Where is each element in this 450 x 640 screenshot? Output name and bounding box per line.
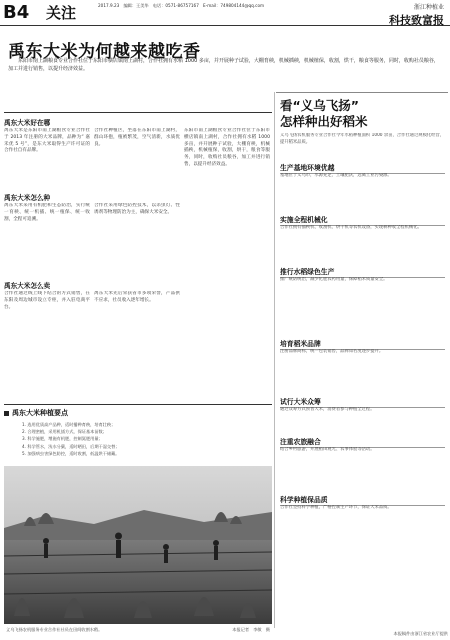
right-intro: 义乌飞扬农机服务专业合作社今年水稻种植面积 1000 余亩，合作社通过规模化经营，提升稻米品质。 xyxy=(280,133,445,145)
page-footer: 本报稿件由浙江省农业厅提供 xyxy=(393,631,448,636)
right-text-4: 注册品牌商标，统一包装销售，品牌知名度逐步提升。 xyxy=(280,349,384,354)
tip-item: 5. 加强病虫害绿色防控，适时收割，低温烘干储藏。 xyxy=(22,450,120,456)
tip-item: 3. 科学施肥，增施有机肥，控制氮肥用量； xyxy=(22,436,103,442)
tips-box xyxy=(4,404,272,466)
paper-name xyxy=(389,2,444,28)
section-2-col-2: 合作社采用绿色防控技术，以杀虫灯、性诱剂等物理防治为主，确保大米安全。 xyxy=(94,203,180,215)
right-heading-3: 推行水稻绿色生产 xyxy=(280,266,445,278)
divider xyxy=(4,112,272,113)
tip-item: 4. 科学管水，浅水分蘖，适时晒田，后期干湿交替； xyxy=(22,443,120,449)
right-top-rule xyxy=(276,92,448,93)
right-heading-4: 培育稻米品牌 xyxy=(280,338,445,350)
rice-field-photo xyxy=(4,466,272,624)
right-heading-6: 注重农旅融合 xyxy=(280,436,445,448)
tips-title: 禹东大米种植要点 xyxy=(4,408,68,418)
page-number: B4 xyxy=(3,2,30,23)
section-3-col-2: 禹东大米先后荣获省市多项荣誉，产品供不应求，社员收入逐年增长。 xyxy=(94,291,180,303)
photo-credit: 本报记者 李敏 摄 xyxy=(232,627,270,632)
section-title-3: 禹东大米怎么卖 xyxy=(4,282,51,290)
section-title-2: 禹东大米怎么种 xyxy=(4,194,51,202)
section-3-col-1: 合作社通过线上线下结合的方式销售，在东阳及周边城市设立专柜，并入驻电商平台。 xyxy=(4,291,90,310)
right-heading-1: 生产基地环境优越 xyxy=(280,162,445,174)
paper-top: 浙江种植业 xyxy=(413,4,444,11)
right-text-2: 合作社拥有插秧机、收割机、烘干机等农机设备，实现耕种收全程机械化。 xyxy=(280,225,422,230)
left-col-3: 东阳市南上湖粮食专业合作社位于东阳市横店镇南上湖村，合作社拥有水稻 1000 多亩，并开展种子试验，大棚育秧，机械插秧，机械植保，收割，烘干，粮食等服务，同时，收购社员粮谷，加工并进行销售，以提升经济效益。 xyxy=(184,128,270,167)
square-bullet-icon xyxy=(4,411,9,416)
column-divider xyxy=(274,92,275,628)
right-heading-2: 实施全程机械化 xyxy=(280,214,445,226)
right-text-1: 基地位于义乌市，水源充足，土壤肥沃，远离工业污染源。 xyxy=(280,173,392,178)
news-photo xyxy=(4,466,272,624)
paper-logo: 科技致富报 xyxy=(389,14,444,27)
section-1-col-1: 禹东大米是东阳市南上湖粮食专业合作社于 2013 年注册的大米品牌，品种为“ 嘉禾优 5 号”，是东大米取得生产许可证的合作社自有品牌。 xyxy=(4,128,90,154)
edition-meta: 2017.9.23 编辑：王美华 电话：0571-86757167 E-mail：749804144@qq.com xyxy=(98,3,265,8)
section-1-col-2: 合作社种植区，坐落在东阳市南上湖村，群山环抱，植被繁茂，空气清新，水质优良。 xyxy=(94,128,180,147)
right-heading-5: 试行大米众筹 xyxy=(280,396,445,408)
headline: 禹东大米为何越来越吃香 xyxy=(8,42,201,62)
right-text-7: 合作社坚持科学种植，严格控制生产环节，保证大米品质。 xyxy=(280,505,392,510)
photo-caption: 义乌飞扬农机服务专业合作社社员在田间收割水稻。 xyxy=(6,627,103,632)
section-name: 关注 xyxy=(46,4,77,22)
right-text-3: 推广统防统治，减少化肥农药用量，保障稻米质量安全。 xyxy=(280,277,388,282)
photo-caption-row xyxy=(6,627,270,633)
right-text-5: 通过众筹方式预售大米，消费者参与种植全过程。 xyxy=(280,407,375,412)
tips-list xyxy=(22,421,262,457)
tip-item: 2. 合理密植，采用机插方式，保证基本苗数； xyxy=(22,429,107,435)
section-title-1: 禹东大米好在哪 xyxy=(4,119,51,127)
lead-paragraph: 东阳市南上湖粮食专业合作社位于东阳市横店镇南上湖村，合作社拥有水稻 1000 多亩，并开展种子试验，大棚育秧，机械插秧，机械植保，收割，烘干，粮食等服务，同时，收购社员粮谷，加工并进行销售，以提升经济效益。 xyxy=(8,58,439,72)
right-title: 看“义乌飞扬” 怎样种出好稻米 xyxy=(280,98,368,129)
right-text-6: 结合乡村旅游，开展稻田观光、农事体验等活动。 xyxy=(280,447,375,452)
right-heading-7: 科学种植保品质 xyxy=(280,494,445,506)
tip-item: 1. 选用优质高产品种，适时播种育秧，培育壮秧； xyxy=(22,422,116,427)
section-2-col-1: 禹东大米采用有机肥和生态防治，实行统一育秧、统一机插、统一植保、统一收割，全程可追溯。 xyxy=(4,203,90,222)
